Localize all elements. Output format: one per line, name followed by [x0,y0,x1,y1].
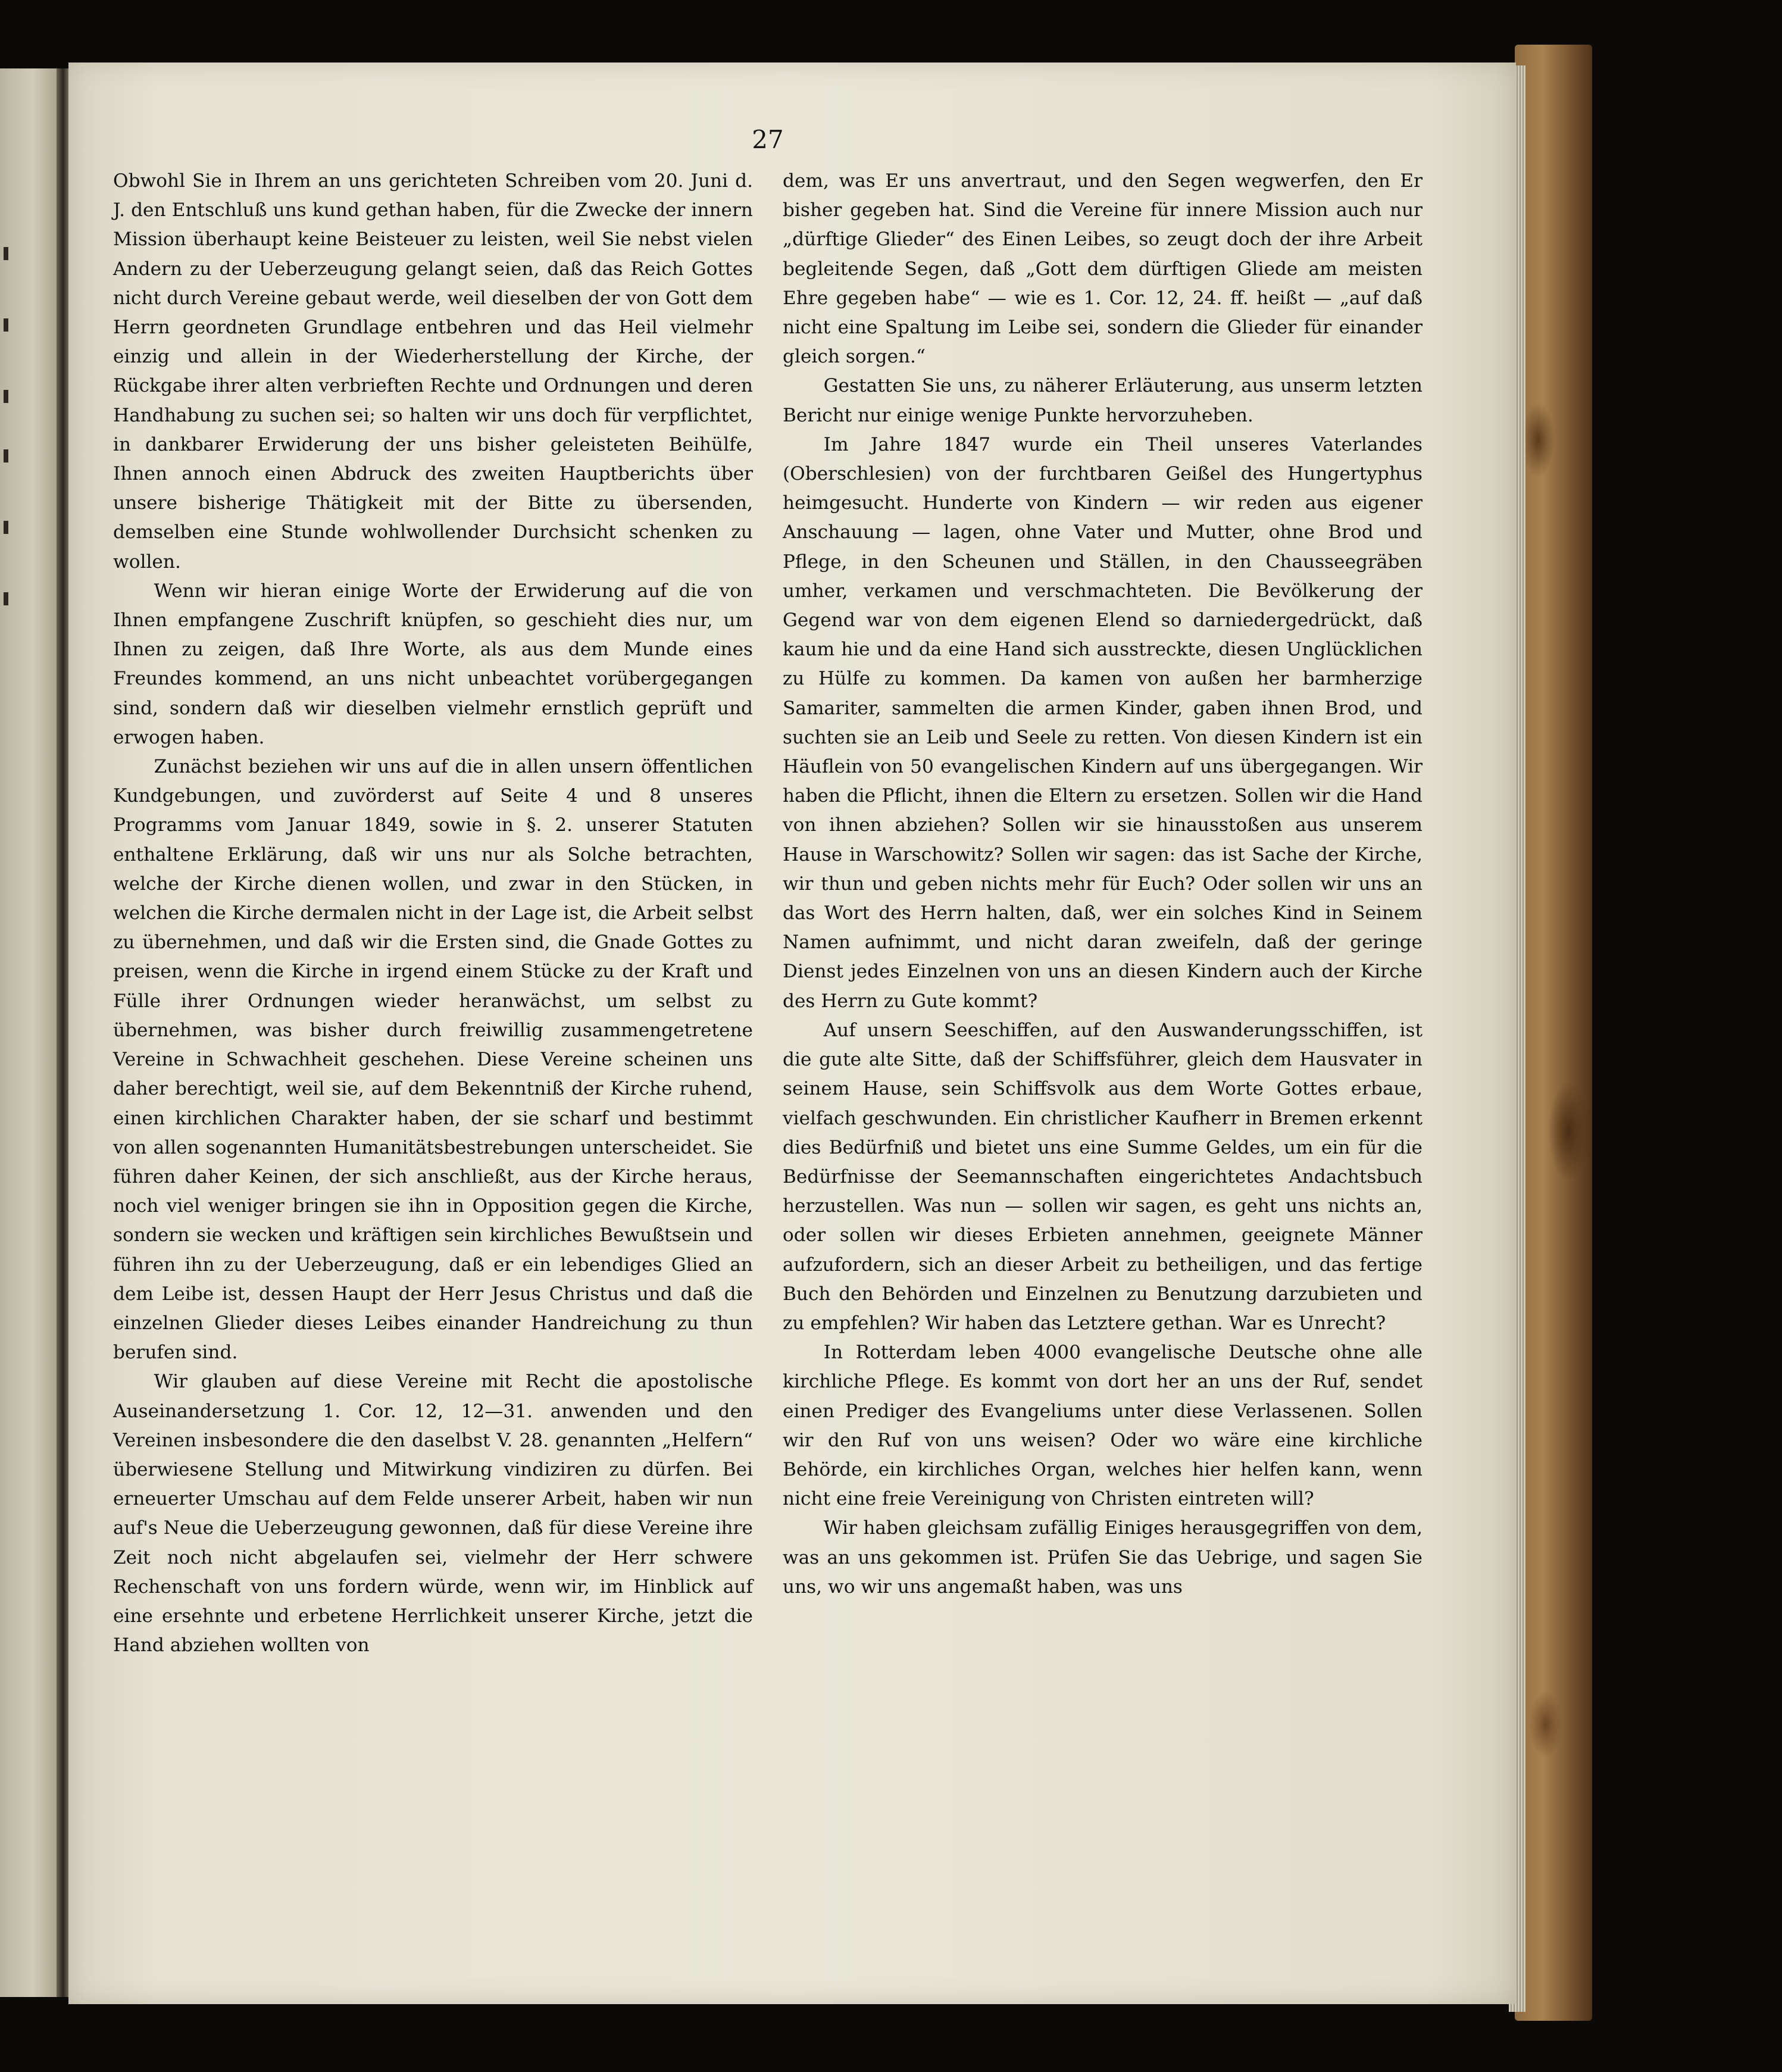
text-fragment [4,592,8,605]
paragraph: Im Jahre 1847 wurde ein Theil unseres Vaterlandes (Oberschlesien) von der furchtbaren Geißel des Hungertyphus heimgesucht. Hunderte von Kindern — wir reden aus eigener Anschauung — lagen, ohne Vater und Mutter, ohne Brod und Pflege, in den Scheunen und Ställen, in den Chausseegräben umher, verkamen und verschmachteten. Die Bevölkerung der Gegend war von dem eigenen Elend so darniedergedrückt, daß kaum hie und da eine Hand sich ausstreckte, diesen Unglücklichen zu Hülfe zu kommen. Da kamen von außen her barmherzige Samariter, sammelten die armen Kinder, gaben ihnen Brod, und suchten sie an Leib und Seele zu retten. Von diesen Kindern ist ein Häuflein von 50 evangelischen Kindern auf uns übergegangen. Wir haben die Pflicht, ihnen die Eltern zu ersetzen. Sollen wir die Hand von ihnen abziehen? Sollen wir sie hinausstoßen aus unserem Hause in Warschowitz? Sollen wir sagen: das ist Sache der Kirche, wir thun und geben nichts mehr für Euch? Oder sollen wir uns an das Wort des Herrn halten, daß, wer ein solches Kind in Seinem Namen aufnimmt, und nicht daran zweifeln, daß der geringe Dienst jedes Einzelnen von uns an diesen Kindern auch der Kirche des Herrn zu Gute kommt? [783,433,1423,1012]
paragraph: Wir haben gleichsam zufällig Einiges herausgegriffen von dem, was an uns gekommen ist. Prüfen Sie das Uebrige, und sagen Sie uns, wo wir uns angemaßt haben, was uns [783,1517,1423,1598]
text-fragment [4,247,8,260]
text-fragment [4,449,8,462]
text-fragment [4,318,8,332]
right-text-column [783,167,1423,1602]
paragraph: Obwohl Sie in Ihrem an uns gerichteten Schreiben vom 20. Juni d. J. den Entschluß uns kund gethan haben, für die Zwecke der innern Mission überhaupt keine Beisteuer zu leisten, weil Sie nebst vielen Andern zu der Ueberzeugung gelangt seien, daß das Reich Gottes nicht durch Vereine gebaut werde, weil dieselben der von Gott dem Herrn geordneten Grundlage entbehren und das Heil vielmehr einzig und allein in der Wiederherstellung der Kirche, der Rückgabe ihrer alten verbrieften Rechte und Ordnungen und deren Handhabung zu suchen sei; so halten wir uns doch für verpflichtet, in dankbarer Erwiderung der uns bisher geleisteten Beihülfe, Ihnen annoch einen Abdruck des zweiten Hauptberichts über unsere bisherige Thätigkeit mit der Bitte zu übersenden, demselben eine Stunde wohlwollender Durchsicht schenken zu wollen. [113,170,753,573]
facing-page-edge [0,68,60,1997]
paragraph: Wenn wir hieran einige Worte der Erwiderung auf die von Ihnen empfangene Zuschrift knüpfen, so geschieht dies nur, um Ihnen zu zeigen, daß Ihre Worte, als aus dem Munde eines Freundes kommend, an uns nicht unbeachtet vorübergegangen sind, sondern daß wir dieselben vielmehr ernstlich geprüft und erwogen haben. [113,580,753,748]
paragraph: Gestatten Sie uns, zu näherer Erläuterung, aus unserm letzten Bericht nur einige wenige Punkte hervorzuheben. [783,375,1423,426]
book-cover-board [1515,45,1592,2021]
paragraph: dem, was Er uns anvertraut, und den Segen wegwerfen, den Er bisher gegeben hat. Sind die Vereine für innere Mission auch nur „dürftige Glieder“ des Einen Leibes, so zeugt doch der ihre Arbeit begleitende Segen, daß „Gott dem dürftigen Gliede am meisten Ehre gegeben habe“ — wie es 1. Cor. 12, 24. ff. heißt — „auf daß nicht eine Spaltung im Leibe sei, sondern die Glieder für einander gleich sorgen.“ [783,170,1423,368]
paragraph: Auf unsern Seeschiffen, auf den Auswanderungsschiffen, ist die gute alte Sitte, daß der Schiffsführer, gleich dem Hausvater in seinem Hause, sein Schiffsvolk aus dem Worte Gottes erbaue, vielfach geschwunden. Ein christlicher Kaufherr in Bremen erkennt dies Bedürfniß und bietet uns eine Summe Geldes, um ein für die Bedürfnisse der Seemannschaften eingerichtetes Andachtsbuch herzustellen. Was nun — sollen wir sagen, es geht uns nichts an, oder sollen wir dieses Erbieten annehmen, geeignete Männer aufzufordern, sich an dieser Arbeit zu betheiligen, und das fertige Buch den Behörden und Einzelnen zu Benutzung darzubieten und zu empfehlen? Wir haben das Letztere gethan. War es Unrecht? [783,1019,1423,1334]
text-fragment [4,390,8,403]
paragraph: Zunächst beziehen wir uns auf die in allen unsern öffentlichen Kundgebungen, und zuvörderst auf Seite 4 und 8 unseres Programms vom Januar 1849, sowie in §. 2. unserer Statuten enthaltene Erklärung, daß wir uns nur als Solche betrachten, welche der Kirche dienen wollen, und zwar in den Stücken, in welchen die Kirche dermalen nicht in der Lage ist, die Arbeit selbst zu übernehmen, und daß wir die Ersten sind, die Gnade Gottes zu preisen, wenn die Kirche in irgend einem Stücke zu der Kraft und Fülle ihrer Ordnungen wieder heranwächst, um selbst zu übernehmen, was bisher durch freiwillig zusammengetretene Vereine in Schwachheit geschehen. Diese Vereine scheinen uns daher berechtigt, weil sie, auf dem Bekenntniß der Kirche ruhend, einen kirchlichen Charakter haben, der sie scharf und bestimmt von allen sogenannten Humanitätsbestrebungen unterscheidet. Sie führen daher Keinen, der sich anschließt, aus der Kirche heraus, noch viel weniger bringen sie ihn in Opposition gegen die Kirche, sondern sie wecken und kräftigen sein kirchliches Bewußtsein und führen ihn zu der Ueberzeugung, daß er ein lebendiges Glied an dem Leibe ist, dessen Haupt der Herr Jesus Christus und daß die einzelnen Glieder dieses Leibes einander Handreichung zu thun berufen sind. [113,756,753,1364]
text-fragment [4,521,8,534]
paragraph: Wir glauben auf diese Vereine mit Recht die apostolische Auseinandersetzung 1. Cor. 12, 12—31. anwenden und den Vereinen insbesondere die den daselbst V. 28. genannten „Helfern“ überwiesene Stellung und Mitwirkung vindiziren zu dürfen. Bei erneuerter Umschau auf dem Felde unserer Arbeit, haben wir nun auf's Neue die Ueberzeugung gewonnen, daß für diese Vereine ihre Zeit noch nicht abgelaufen sei, vielmehr der Herr schwere Rechenschaft von uns fordern würde, wenn wir, im Hinblick auf eine ersehnte und erbetene Herrlichkeit unserer Kirche, jetzt die Hand abziehen wollten von [113,1371,753,1657]
book-gutter [57,68,70,1997]
left-text-column [113,167,753,1660]
paragraph: In Rotterdam leben 4000 evangelische Deutsche ohne alle kirchliche Pflege. Es kommt von dort her an uns der Ruf, sendet einen Prediger des Evangeliums unter diese Verlassenen. Sollen wir den Ruf von uns weisen? Oder wo wäre eine kirchliche Behörde, ein kirchliches Organ, welches hier helfen kann, wenn nicht eine freie Vereinigung von Christen eintreten will? [783,1342,1423,1510]
page-number: 27 [752,125,784,154]
